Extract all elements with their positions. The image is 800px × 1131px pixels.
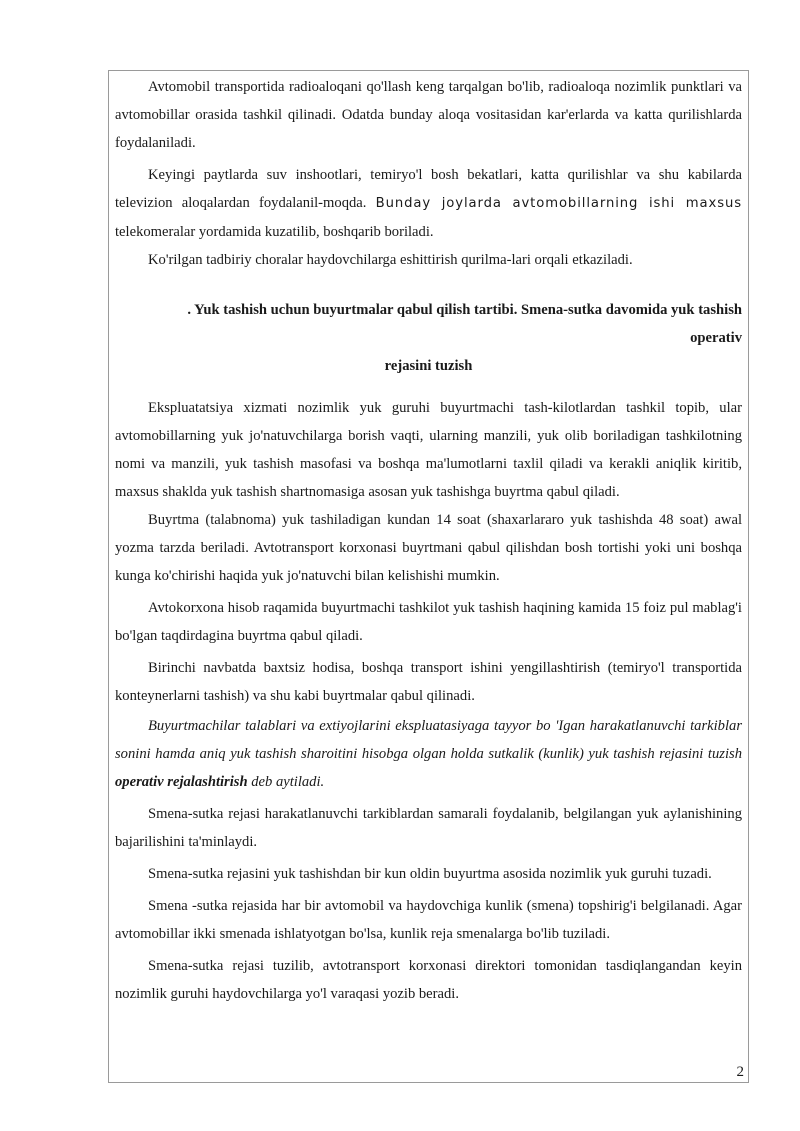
paragraph-priority-orders: Birinchi navbatda baxtsiz hodisa, boshqa transport ishini yengillashtirish (temiryo'l transportida konteynerlarni tashish) va shu kabi buyrtmalar qabul qilinadi. [115, 660, 742, 704]
section-heading-line1: . Yuk tashish uchun buyurtmalar qabul qilish tartibi. Smena-sutka davomida yuk tashish operativ [187, 302, 742, 346]
paragraph-order-timing: Buyrtma (talabnoma) yuk tashiladigan kundan 14 soat (shaxarlararo yuk tashishda 48 soat) awal yozma tarzda beriladi. Avtotransport korxonasi buyrtmani qabul qilishdan bosh tortishi yoki uni boshqa kunga ko'chirishi haqida yuk jo'natuvchi bilan kelishishi mumkin. [115, 512, 742, 584]
page-number: 2 [736, 1064, 744, 1080]
paragraph-television-head: Keyingi paytlarda suv inshootlari, temiryo'l bosh bekatlari, katta qurilishlar va shu kabilarda televizion aloqalardan foydalanil-moqda. [115, 167, 742, 211]
operative-planning-before: Buyurtmachilar talablari va extiyojlarini ekspluatasiyaga tayyor bo 'Igan harakatlanuvchi tarkiblar sonini hamda aniq yuk tashish sharoitini hisobga olgan holda sutkalik (kunlik) yuk tashish rejasini tuzish [115, 718, 742, 762]
document-body [115, 73, 742, 1008]
paragraph-exploitation-service: Ekspluatatsiya xizmati nozimlik yuk guruhi buyurtmachi tash-kilotlardan tashkil topib, ular avtomobillarning yuk jo'natuvchilarga borish vaqti, ularning manzili, yuk olib boriladigan tashkilotning nomi va manzili, yuk tashish masofasi va boshqa ma'lumotlarni taxlil qiladi va kerakli aniqlik kiritib, maxsus shaklda yuk tashish shartnomasiga asosan yuk tashishga buyrtma qabul qiladi. [115, 400, 742, 500]
paragraph-television-communication [115, 161, 742, 246]
paragraph-waybill: Smena-sutka rejasi tuzilib, avtotransport korxonasi direktori tomonidan tasdiqlangandan keyin nozimlik guruhi haydovchilarga yo'l varaqasi yozib beradi. [115, 958, 742, 1002]
paragraph-payment-condition: Avtokorxona hisob raqamida buyurtmachi tashkilot yuk tashish haqining kamida 15 foiz pul mablag'i bo'lgan taqdirdagina buyrtma qabul qiladi. [115, 600, 742, 644]
paragraph-shift-plan-tasks: Smena -sutka rejasida har bir avtomobil va haydovchiga kunlik (smena) topshirig'i belgilanadi. Agar avtomobillar ikki smenada ishlatyotgan bo'lsa, kunlik reja smenalarga bo'lib tuziladi. [115, 898, 742, 942]
section-heading-line2: rejasini tuzish [384, 358, 473, 374]
paragraph-television-tail: Bunday joylarda avtomobillarning ishi maxsus [375, 196, 742, 211]
paragraph-radio-communication: Avtomobil transportida radioaloqani qo'llash keng tarqalgan bo'lib, radioaloqa nozimlik punktlari va avtomobillar orasida tashkil qilinadi. Odatda bunday aloqa vositasidan kar'erlarda va katta qurilishlarda foydalaniladi. [115, 79, 742, 151]
paragraph-television-end: telekomeralar yordamida kuzatilib, boshqarib boriladi. [115, 224, 434, 240]
paragraph-operative-planning [115, 712, 742, 796]
section-heading [115, 296, 742, 380]
paragraph-shift-plan-preparation: Smena-sutka rejasini yuk tashishdan bir kun oldin buyurtma asosida nozimlik yuk guruhi tuzadi. [148, 866, 712, 882]
paragraph-shift-plan-purpose: Smena-sutka rejasi harakatlanuvchi tarkiblardan samarali foydalanib, belgilangan yuk aylanishining bajarilishini ta'minlaydi. [115, 806, 742, 850]
operative-planning-term: operativ rejalashtirish [115, 774, 248, 790]
paragraph-measures: Ko'rilgan tadbiriy choralar haydovchilarga eshittirish qurilma-lari orqali etkaziladi. [148, 252, 633, 268]
operative-planning-after: deb aytiladi. [247, 774, 325, 790]
